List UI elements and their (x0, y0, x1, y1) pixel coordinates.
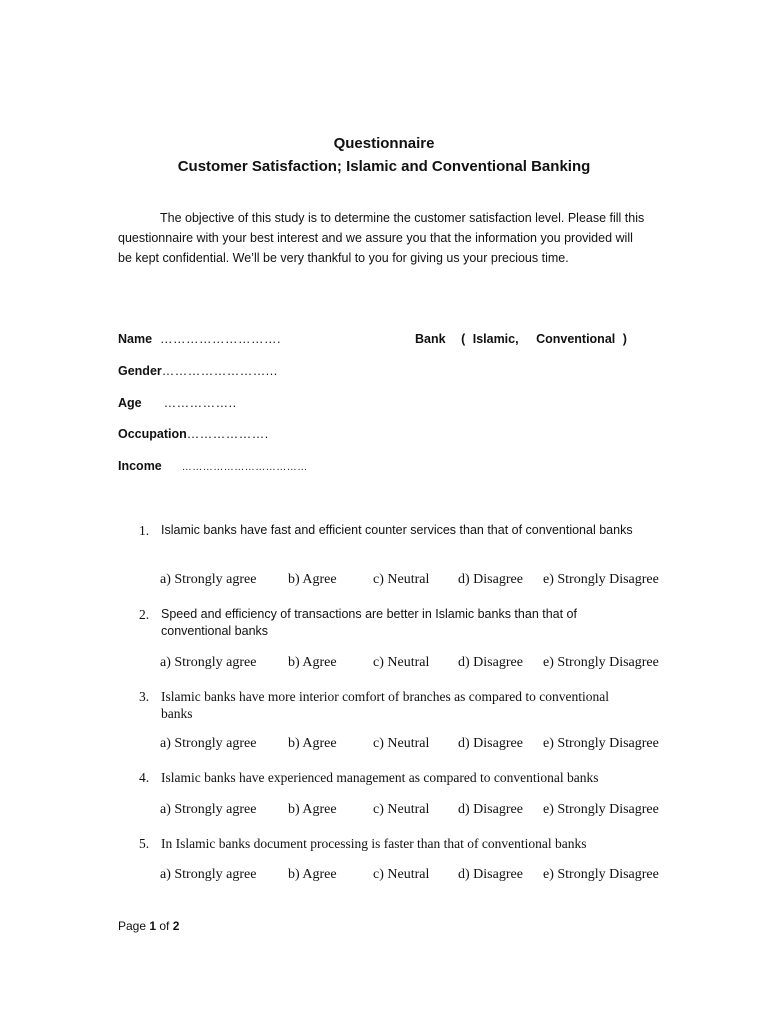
q3-option-strongly-disagree[interactable]: e) Strongly Disagree (543, 736, 659, 751)
bank-option-conventional: Conventional (536, 332, 616, 346)
question-5-number: 5. (139, 836, 150, 851)
field-gender (118, 364, 278, 378)
q5-option-strongly-disagree[interactable]: e) Strongly Disagree (543, 867, 659, 882)
field-income-blank: ……………………………… (181, 462, 308, 473)
question-1 (139, 522, 639, 539)
footer-of: of (156, 919, 173, 933)
q2-option-neutral[interactable]: c) Neutral (373, 655, 430, 670)
bank-open-paren: ( (461, 332, 466, 346)
question-3-number: 3. (139, 689, 150, 704)
q4-option-strongly-agree[interactable]: a) Strongly agree (160, 802, 257, 817)
q5-option-agree[interactable]: b) Agree (288, 867, 337, 882)
q1-option-agree[interactable]: b) Agree (288, 572, 337, 587)
question-3 (139, 688, 639, 722)
q2-option-strongly-disagree[interactable]: e) Strongly Disagree (543, 655, 659, 670)
q4-option-disagree[interactable]: d) Disagree (458, 802, 523, 817)
bank-label: Bank (415, 332, 446, 346)
q1-option-disagree[interactable]: d) Disagree (458, 572, 523, 587)
bank-close-paren: ) (622, 332, 627, 346)
question-5-options (160, 867, 680, 885)
q2-option-agree[interactable]: b) Agree (288, 655, 337, 670)
question-1-options (160, 572, 680, 590)
document-title: Questionnaire (333, 135, 435, 152)
document-subtitle: Customer Satisfaction; Islamic and Conventional Banking (177, 158, 591, 175)
q4-option-agree[interactable]: b) Agree (288, 802, 337, 817)
question-2 (139, 606, 639, 640)
question-2-options (160, 655, 680, 673)
field-name-label: Name (118, 332, 153, 346)
field-name-blank: ………………………. (160, 332, 282, 346)
question-2-text: Speed and efficiency of transactions are better in Islamic banks than that of conventional banks (161, 607, 577, 638)
field-age-label: Age (118, 396, 142, 410)
q4-option-strongly-disagree[interactable]: e) Strongly Disagree (543, 802, 659, 817)
bank-field (415, 332, 627, 346)
question-4-options (160, 802, 680, 820)
question-3-text: Islamic banks have more interior comfort of branches as compared to conventional banks (161, 689, 609, 721)
q5-option-neutral[interactable]: c) Neutral (373, 867, 430, 882)
question-4-text: Islamic banks have experienced management as compared to conventional banks (161, 770, 599, 785)
q2-option-strongly-agree[interactable]: a) Strongly agree (160, 655, 257, 670)
q2-option-disagree[interactable]: d) Disagree (458, 655, 523, 670)
field-income (118, 459, 308, 473)
question-5 (139, 835, 659, 852)
q3-option-agree[interactable]: b) Agree (288, 736, 337, 751)
q1-option-strongly-agree[interactable]: a) Strongly agree (160, 572, 257, 587)
q4-option-neutral[interactable]: c) Neutral (373, 802, 430, 817)
question-1-text: Islamic banks have fast and efficient counter services than that of conventional banks (161, 523, 633, 537)
field-occupation-label: Occupation (118, 427, 187, 441)
field-occupation (118, 427, 269, 441)
q5-option-disagree[interactable]: d) Disagree (458, 867, 523, 882)
q3-option-disagree[interactable]: d) Disagree (458, 736, 523, 751)
q3-option-strongly-agree[interactable]: a) Strongly agree (160, 736, 257, 751)
field-occupation-blank: ………………. (186, 427, 269, 441)
page-footer (118, 919, 179, 933)
footer-total-pages: 2 (172, 919, 180, 933)
field-income-label: Income (118, 459, 162, 473)
q3-option-neutral[interactable]: c) Neutral (373, 736, 430, 751)
bank-option-islamic: Islamic, (472, 332, 519, 346)
q1-option-neutral[interactable]: c) Neutral (373, 572, 430, 587)
question-1-number: 1. (139, 523, 150, 538)
question-4 (139, 769, 659, 786)
q1-option-strongly-disagree[interactable]: e) Strongly Disagree (543, 572, 659, 587)
intro-paragraph: The objective of this study is to determine the customer satisfaction level. Please fill this questionnaire with your best interest and we assure you that the information you provided will be kept confidential. We’ll be very thankful to you for giving us your precious time. (118, 211, 645, 265)
question-5-text: In Islamic banks document processing is faster than that of conventional banks (161, 836, 587, 851)
footer-page-number: 1 (149, 919, 157, 933)
field-gender-label: Gender (118, 364, 162, 378)
footer-prefix: Page (118, 919, 150, 933)
field-age (118, 396, 237, 410)
q5-option-strongly-agree[interactable]: a) Strongly agree (160, 867, 257, 882)
field-name (118, 332, 281, 346)
question-4-number: 4. (139, 770, 150, 785)
question-3-options (160, 736, 680, 754)
field-gender-blank: ……………………... (161, 364, 278, 378)
field-age-blank: …………….. (163, 396, 237, 410)
question-2-number: 2. (139, 607, 150, 622)
